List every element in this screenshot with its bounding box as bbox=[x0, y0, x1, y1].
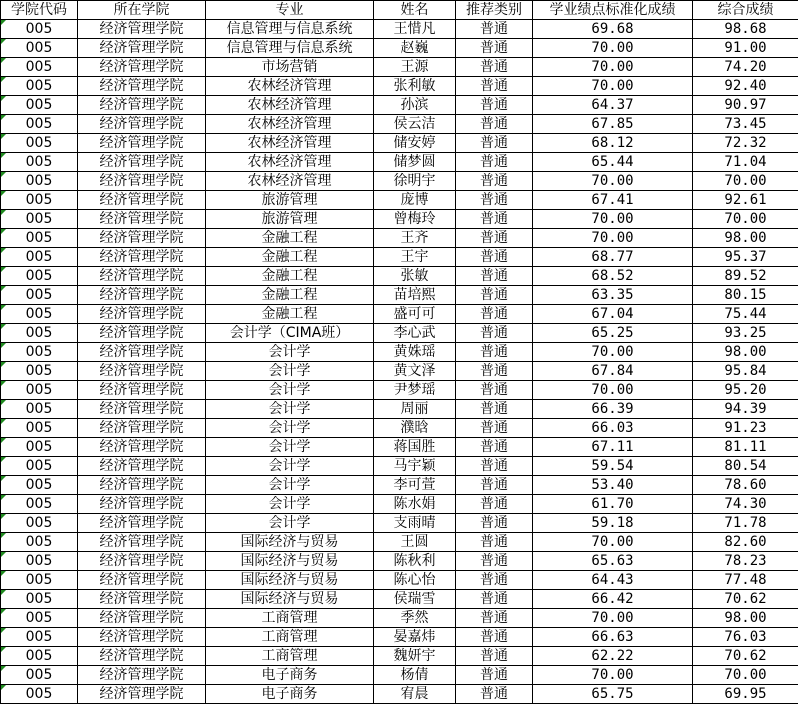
name-cell[interactable]: 庞博 bbox=[374, 191, 456, 210]
table-row bbox=[1, 552, 798, 571]
name-cell[interactable]: 王圆 bbox=[374, 533, 456, 552]
table-row bbox=[1, 343, 798, 362]
total-score-cell[interactable]: 98.00 bbox=[693, 343, 798, 362]
header-cell-category[interactable]: 推荐类别 bbox=[456, 1, 533, 20]
college-code-cell[interactable]: 005 bbox=[1, 685, 78, 704]
major-cell[interactable]: 会计学 bbox=[206, 495, 374, 514]
name-cell[interactable]: 徐明宇 bbox=[374, 172, 456, 191]
gpa-score-cell[interactable]: 65.63 bbox=[533, 552, 693, 571]
college-code-cell[interactable]: 005 bbox=[1, 495, 78, 514]
category-cell[interactable]: 普通 bbox=[456, 419, 533, 438]
gpa-score-cell[interactable]: 67.11 bbox=[533, 438, 693, 457]
name-cell[interactable]: 季然 bbox=[374, 609, 456, 628]
gpa-score-cell[interactable]: 61.70 bbox=[533, 495, 693, 514]
college-cell[interactable]: 经济管理学院 bbox=[78, 39, 206, 58]
college-cell[interactable]: 经济管理学院 bbox=[78, 685, 206, 704]
category-cell[interactable]: 普通 bbox=[456, 381, 533, 400]
gpa-score-cell[interactable]: 70.00 bbox=[533, 58, 693, 77]
college-code-cell[interactable]: 005 bbox=[1, 381, 78, 400]
category-cell[interactable]: 普通 bbox=[456, 115, 533, 134]
total-score-cell[interactable]: 70.00 bbox=[693, 210, 798, 229]
category-cell[interactable]: 普通 bbox=[456, 438, 533, 457]
college-code-cell[interactable]: 005 bbox=[1, 571, 78, 590]
name-cell[interactable]: 蒋国胜 bbox=[374, 438, 456, 457]
table-row bbox=[1, 210, 798, 229]
major-cell[interactable]: 工商管理 bbox=[206, 628, 374, 647]
gpa-score-cell[interactable]: 65.44 bbox=[533, 153, 693, 172]
major-cell[interactable]: 农林经济管理 bbox=[206, 96, 374, 115]
name-cell[interactable]: 苗培熙 bbox=[374, 286, 456, 305]
table-row bbox=[1, 628, 798, 647]
college-cell[interactable]: 经济管理学院 bbox=[78, 590, 206, 609]
college-cell[interactable]: 经济管理学院 bbox=[78, 647, 206, 666]
total-score-cell[interactable]: 74.30 bbox=[693, 495, 798, 514]
major-cell[interactable]: 农林经济管理 bbox=[206, 172, 374, 191]
college-cell[interactable]: 经济管理学院 bbox=[78, 324, 206, 343]
college-code-cell[interactable]: 005 bbox=[1, 134, 78, 153]
gpa-score-cell[interactable]: 59.18 bbox=[533, 514, 693, 533]
name-cell[interactable]: 马宇颖 bbox=[374, 457, 456, 476]
header-cell-total-score[interactable]: 综合成绩 bbox=[693, 1, 798, 20]
college-code-cell[interactable]: 005 bbox=[1, 666, 78, 685]
major-cell[interactable]: 工商管理 bbox=[206, 647, 374, 666]
major-cell[interactable]: 旅游管理 bbox=[206, 210, 374, 229]
major-cell[interactable]: 金融工程 bbox=[206, 267, 374, 286]
total-score-cell[interactable]: 98.00 bbox=[693, 229, 798, 248]
category-cell[interactable]: 普通 bbox=[456, 305, 533, 324]
name-cell[interactable]: 陈秋利 bbox=[374, 552, 456, 571]
college-cell[interactable]: 经济管理学院 bbox=[78, 153, 206, 172]
table-row bbox=[1, 39, 798, 58]
total-score-cell[interactable]: 80.54 bbox=[693, 457, 798, 476]
college-cell[interactable]: 经济管理学院 bbox=[78, 77, 206, 96]
college-cell[interactable]: 经济管理学院 bbox=[78, 115, 206, 134]
table-row bbox=[1, 419, 798, 438]
header-cell-name[interactable]: 姓名 bbox=[374, 1, 456, 20]
major-cell[interactable]: 旅游管理 bbox=[206, 191, 374, 210]
major-cell[interactable]: 会计学 bbox=[206, 362, 374, 381]
total-score-cell[interactable]: 70.62 bbox=[693, 647, 798, 666]
major-cell[interactable]: 金融工程 bbox=[206, 305, 374, 324]
major-cell[interactable]: 信息管理与信息系统 bbox=[206, 39, 374, 58]
name-cell[interactable]: 杨倩 bbox=[374, 666, 456, 685]
table-row bbox=[1, 172, 798, 191]
header-row bbox=[1, 1, 798, 20]
college-cell[interactable]: 经济管理学院 bbox=[78, 552, 206, 571]
header-cell-college[interactable]: 所在学院 bbox=[78, 1, 206, 20]
gpa-score-cell[interactable]: 70.00 bbox=[533, 210, 693, 229]
college-code-cell[interactable]: 005 bbox=[1, 77, 78, 96]
table-row bbox=[1, 96, 798, 115]
name-cell[interactable]: 晏嘉炜 bbox=[374, 628, 456, 647]
total-score-cell[interactable]: 91.00 bbox=[693, 39, 798, 58]
college-code-cell[interactable]: 005 bbox=[1, 609, 78, 628]
college-cell[interactable]: 经济管理学院 bbox=[78, 96, 206, 115]
college-code-cell[interactable]: 005 bbox=[1, 419, 78, 438]
category-cell[interactable]: 普通 bbox=[456, 495, 533, 514]
college-cell[interactable]: 经济管理学院 bbox=[78, 533, 206, 552]
gpa-score-cell[interactable]: 70.00 bbox=[533, 343, 693, 362]
college-cell[interactable]: 经济管理学院 bbox=[78, 609, 206, 628]
gpa-score-cell[interactable]: 70.00 bbox=[533, 39, 693, 58]
table-row bbox=[1, 191, 798, 210]
college-code-cell[interactable]: 005 bbox=[1, 476, 78, 495]
college-code-cell[interactable]: 005 bbox=[1, 58, 78, 77]
table-row bbox=[1, 438, 798, 457]
college-cell[interactable]: 经济管理学院 bbox=[78, 362, 206, 381]
college-cell[interactable]: 经济管理学院 bbox=[78, 134, 206, 153]
major-cell[interactable]: 国际经济与贸易 bbox=[206, 533, 374, 552]
major-cell[interactable]: 工商管理 bbox=[206, 609, 374, 628]
total-score-cell[interactable]: 70.00 bbox=[693, 172, 798, 191]
college-code-cell[interactable]: 005 bbox=[1, 438, 78, 457]
name-cell[interactable]: 尹梦瑶 bbox=[374, 381, 456, 400]
college-cell[interactable]: 经济管理学院 bbox=[78, 666, 206, 685]
gpa-score-cell[interactable]: 64.43 bbox=[533, 571, 693, 590]
major-cell[interactable]: 电子商务 bbox=[206, 685, 374, 704]
table-row bbox=[1, 58, 798, 77]
college-code-cell[interactable]: 005 bbox=[1, 286, 78, 305]
college-code-cell[interactable]: 005 bbox=[1, 267, 78, 286]
major-cell[interactable]: 会计学 bbox=[206, 381, 374, 400]
college-code-cell[interactable]: 005 bbox=[1, 153, 78, 172]
major-cell[interactable]: 会计学 bbox=[206, 419, 374, 438]
table-row bbox=[1, 248, 798, 267]
college-cell[interactable]: 经济管理学院 bbox=[78, 438, 206, 457]
gpa-score-cell[interactable]: 66.42 bbox=[533, 590, 693, 609]
name-cell[interactable]: 侯云洁 bbox=[374, 115, 456, 134]
college-cell[interactable]: 经济管理学院 bbox=[78, 172, 206, 191]
name-cell[interactable]: 魏妍宇 bbox=[374, 647, 456, 666]
category-cell[interactable]: 普通 bbox=[456, 609, 533, 628]
total-score-cell[interactable]: 70.62 bbox=[693, 590, 798, 609]
table-row bbox=[1, 476, 798, 495]
category-cell[interactable]: 普通 bbox=[456, 134, 533, 153]
table-row bbox=[1, 305, 798, 324]
major-cell[interactable]: 会计学 bbox=[206, 438, 374, 457]
total-score-cell[interactable]: 69.95 bbox=[693, 685, 798, 704]
name-cell[interactable]: 支雨晴 bbox=[374, 514, 456, 533]
college-code-cell[interactable]: 005 bbox=[1, 115, 78, 134]
name-cell[interactable]: 陈水娟 bbox=[374, 495, 456, 514]
college-cell[interactable]: 经济管理学院 bbox=[78, 495, 206, 514]
name-cell[interactable]: 侯瑞雪 bbox=[374, 590, 456, 609]
major-cell[interactable]: 农林经济管理 bbox=[206, 77, 374, 96]
major-cell[interactable]: 国际经济与贸易 bbox=[206, 571, 374, 590]
total-score-cell[interactable]: 75.44 bbox=[693, 305, 798, 324]
major-cell[interactable]: 金融工程 bbox=[206, 286, 374, 305]
category-cell[interactable]: 普通 bbox=[456, 552, 533, 571]
header-cell-college-code[interactable]: 学院代码 bbox=[1, 1, 78, 20]
name-cell[interactable]: 黄姝瑶 bbox=[374, 343, 456, 362]
gpa-score-cell[interactable]: 66.63 bbox=[533, 628, 693, 647]
college-code-cell[interactable]: 005 bbox=[1, 514, 78, 533]
college-code-cell[interactable]: 005 bbox=[1, 248, 78, 267]
table-row bbox=[1, 115, 798, 134]
total-score-cell[interactable]: 92.40 bbox=[693, 77, 798, 96]
category-cell[interactable]: 普通 bbox=[456, 590, 533, 609]
major-cell[interactable]: 国际经济与贸易 bbox=[206, 590, 374, 609]
name-cell[interactable]: 宥晨 bbox=[374, 685, 456, 704]
college-code-cell[interactable]: 005 bbox=[1, 229, 78, 248]
major-cell[interactable]: 农林经济管理 bbox=[206, 153, 374, 172]
college-code-cell[interactable]: 005 bbox=[1, 39, 78, 58]
category-cell[interactable]: 普通 bbox=[456, 172, 533, 191]
college-code-cell[interactable]: 005 bbox=[1, 96, 78, 115]
name-cell[interactable]: 王宇 bbox=[374, 248, 456, 267]
table-row bbox=[1, 229, 798, 248]
name-cell[interactable]: 李可萱 bbox=[374, 476, 456, 495]
table-row bbox=[1, 381, 798, 400]
college-cell[interactable]: 经济管理学院 bbox=[78, 286, 206, 305]
name-cell[interactable]: 储梦圆 bbox=[374, 153, 456, 172]
table-row bbox=[1, 134, 798, 153]
gpa-score-cell[interactable]: 59.54 bbox=[533, 457, 693, 476]
category-cell[interactable]: 普通 bbox=[456, 324, 533, 343]
college-code-cell[interactable]: 005 bbox=[1, 457, 78, 476]
table-row bbox=[1, 153, 798, 172]
college-code-cell[interactable]: 005 bbox=[1, 305, 78, 324]
category-cell[interactable]: 普通 bbox=[456, 400, 533, 419]
table-row bbox=[1, 590, 798, 609]
gpa-score-cell[interactable]: 53.40 bbox=[533, 476, 693, 495]
major-cell[interactable]: 农林经济管理 bbox=[206, 115, 374, 134]
major-cell[interactable]: 会计学 bbox=[206, 343, 374, 362]
category-cell[interactable]: 普通 bbox=[456, 58, 533, 77]
category-cell[interactable]: 普通 bbox=[456, 153, 533, 172]
college-code-cell[interactable]: 005 bbox=[1, 172, 78, 191]
gpa-score-cell[interactable]: 70.00 bbox=[533, 666, 693, 685]
category-cell[interactable]: 普通 bbox=[456, 647, 533, 666]
college-cell[interactable]: 经济管理学院 bbox=[78, 191, 206, 210]
category-cell[interactable]: 普通 bbox=[456, 20, 533, 39]
gpa-score-cell[interactable]: 70.00 bbox=[533, 533, 693, 552]
college-cell[interactable]: 经济管理学院 bbox=[78, 229, 206, 248]
college-cell[interactable]: 经济管理学院 bbox=[78, 400, 206, 419]
name-cell[interactable]: 盛可可 bbox=[374, 305, 456, 324]
total-score-cell[interactable]: 95.84 bbox=[693, 362, 798, 381]
category-cell[interactable]: 普通 bbox=[456, 362, 533, 381]
total-score-cell[interactable]: 70.00 bbox=[693, 666, 798, 685]
total-score-cell[interactable]: 78.23 bbox=[693, 552, 798, 571]
total-score-cell[interactable]: 95.37 bbox=[693, 248, 798, 267]
gpa-score-cell[interactable]: 66.39 bbox=[533, 400, 693, 419]
category-cell[interactable]: 普通 bbox=[456, 229, 533, 248]
total-score-cell[interactable]: 73.45 bbox=[693, 115, 798, 134]
total-score-cell[interactable]: 98.68 bbox=[693, 20, 798, 39]
table-row bbox=[1, 457, 798, 476]
gpa-score-cell[interactable]: 68.12 bbox=[533, 134, 693, 153]
name-cell[interactable]: 张敏 bbox=[374, 267, 456, 286]
name-cell[interactable]: 张利敏 bbox=[374, 77, 456, 96]
college-cell[interactable]: 经济管理学院 bbox=[78, 628, 206, 647]
header-cell-major[interactable]: 专业 bbox=[206, 1, 374, 20]
major-cell[interactable]: 会计学 bbox=[206, 514, 374, 533]
major-cell[interactable]: 信息管理与信息系统 bbox=[206, 20, 374, 39]
category-cell[interactable]: 普通 bbox=[456, 476, 533, 495]
category-cell[interactable]: 普通 bbox=[456, 571, 533, 590]
total-score-cell[interactable]: 71.04 bbox=[693, 153, 798, 172]
college-cell[interactable]: 经济管理学院 bbox=[78, 571, 206, 590]
table-row bbox=[1, 286, 798, 305]
gpa-score-cell[interactable]: 65.25 bbox=[533, 324, 693, 343]
header-cell-gpa-score[interactable]: 学业绩点标准化成绩 bbox=[533, 1, 693, 20]
major-cell[interactable]: 金融工程 bbox=[206, 229, 374, 248]
category-cell[interactable]: 普通 bbox=[456, 96, 533, 115]
gpa-score-cell[interactable]: 67.41 bbox=[533, 191, 693, 210]
college-code-cell[interactable]: 005 bbox=[1, 191, 78, 210]
total-score-cell[interactable]: 82.60 bbox=[693, 533, 798, 552]
major-cell[interactable]: 会计学 bbox=[206, 476, 374, 495]
category-cell[interactable]: 普通 bbox=[456, 210, 533, 229]
college-cell[interactable]: 经济管理学院 bbox=[78, 514, 206, 533]
gpa-score-cell[interactable]: 70.00 bbox=[533, 609, 693, 628]
gpa-score-cell[interactable]: 62.22 bbox=[533, 647, 693, 666]
name-cell[interactable]: 赵巍 bbox=[374, 39, 456, 58]
college-code-cell[interactable]: 005 bbox=[1, 210, 78, 229]
name-cell[interactable]: 李心武 bbox=[374, 324, 456, 343]
college-code-cell[interactable]: 005 bbox=[1, 400, 78, 419]
name-cell[interactable]: 王源 bbox=[374, 58, 456, 77]
college-cell[interactable]: 经济管理学院 bbox=[78, 343, 206, 362]
name-cell[interactable]: 王齐 bbox=[374, 229, 456, 248]
gpa-score-cell[interactable]: 68.52 bbox=[533, 267, 693, 286]
table-row bbox=[1, 77, 798, 96]
total-score-cell[interactable]: 95.20 bbox=[693, 381, 798, 400]
table-row bbox=[1, 400, 798, 419]
major-cell[interactable]: 会计学（CIMA班） bbox=[206, 324, 374, 343]
college-code-cell[interactable]: 005 bbox=[1, 533, 78, 552]
total-score-cell[interactable]: 74.20 bbox=[693, 58, 798, 77]
total-score-cell[interactable]: 76.03 bbox=[693, 628, 798, 647]
category-cell[interactable]: 普通 bbox=[456, 77, 533, 96]
total-score-cell[interactable]: 72.32 bbox=[693, 134, 798, 153]
total-score-cell[interactable]: 78.60 bbox=[693, 476, 798, 495]
name-cell[interactable]: 孙滨 bbox=[374, 96, 456, 115]
college-cell[interactable]: 经济管理学院 bbox=[78, 419, 206, 438]
college-cell[interactable]: 经济管理学院 bbox=[78, 476, 206, 495]
major-cell[interactable]: 金融工程 bbox=[206, 248, 374, 267]
gpa-score-cell[interactable]: 67.85 bbox=[533, 115, 693, 134]
college-code-cell[interactable]: 005 bbox=[1, 362, 78, 381]
total-score-cell[interactable]: 77.48 bbox=[693, 571, 798, 590]
category-cell[interactable]: 普通 bbox=[456, 457, 533, 476]
table-row bbox=[1, 20, 798, 39]
table-row bbox=[1, 571, 798, 590]
major-cell[interactable]: 市场营销 bbox=[206, 58, 374, 77]
name-cell[interactable]: 储安婷 bbox=[374, 134, 456, 153]
major-cell[interactable]: 会计学 bbox=[206, 457, 374, 476]
table-row bbox=[1, 267, 798, 286]
category-cell[interactable]: 普通 bbox=[456, 286, 533, 305]
table-body bbox=[1, 20, 798, 704]
college-code-cell[interactable]: 005 bbox=[1, 324, 78, 343]
total-score-cell[interactable]: 91.23 bbox=[693, 419, 798, 438]
category-cell[interactable]: 普通 bbox=[456, 267, 533, 286]
table-row bbox=[1, 647, 798, 666]
gpa-score-cell[interactable]: 63.35 bbox=[533, 286, 693, 305]
gpa-score-cell[interactable]: 65.75 bbox=[533, 685, 693, 704]
table-row bbox=[1, 666, 798, 685]
gpa-score-cell[interactable]: 69.68 bbox=[533, 20, 693, 39]
name-cell[interactable]: 周丽 bbox=[374, 400, 456, 419]
category-cell[interactable]: 普通 bbox=[456, 514, 533, 533]
college-code-cell[interactable]: 005 bbox=[1, 20, 78, 39]
table-row bbox=[1, 324, 798, 343]
gpa-score-cell[interactable]: 67.04 bbox=[533, 305, 693, 324]
name-cell[interactable]: 陈心怡 bbox=[374, 571, 456, 590]
name-cell[interactable]: 曾梅玲 bbox=[374, 210, 456, 229]
college-cell[interactable]: 经济管理学院 bbox=[78, 248, 206, 267]
table-row bbox=[1, 609, 798, 628]
college-cell[interactable]: 经济管理学院 bbox=[78, 305, 206, 324]
category-cell[interactable]: 普通 bbox=[456, 628, 533, 647]
category-cell[interactable]: 普通 bbox=[456, 248, 533, 267]
total-score-cell[interactable]: 93.25 bbox=[693, 324, 798, 343]
major-cell[interactable]: 电子商务 bbox=[206, 666, 374, 685]
category-cell[interactable]: 普通 bbox=[456, 343, 533, 362]
college-code-cell[interactable]: 005 bbox=[1, 552, 78, 571]
gpa-score-cell[interactable]: 70.00 bbox=[533, 381, 693, 400]
gpa-score-cell[interactable]: 70.00 bbox=[533, 229, 693, 248]
major-cell[interactable]: 会计学 bbox=[206, 400, 374, 419]
name-cell[interactable]: 王惜凡 bbox=[374, 20, 456, 39]
table-row bbox=[1, 533, 798, 552]
major-cell[interactable]: 国际经济与贸易 bbox=[206, 552, 374, 571]
total-score-cell[interactable]: 90.97 bbox=[693, 96, 798, 115]
college-cell[interactable]: 经济管理学院 bbox=[78, 457, 206, 476]
table-row bbox=[1, 362, 798, 381]
table-row bbox=[1, 495, 798, 514]
name-cell[interactable]: 黄文泽 bbox=[374, 362, 456, 381]
gpa-score-cell[interactable]: 68.77 bbox=[533, 248, 693, 267]
category-cell[interactable]: 普通 bbox=[456, 39, 533, 58]
college-cell[interactable]: 经济管理学院 bbox=[78, 58, 206, 77]
total-score-cell[interactable]: 89.52 bbox=[693, 267, 798, 286]
total-score-cell[interactable]: 80.15 bbox=[693, 286, 798, 305]
category-cell[interactable]: 普通 bbox=[456, 666, 533, 685]
college-cell[interactable]: 经济管理学院 bbox=[78, 381, 206, 400]
name-cell[interactable]: 濮晗 bbox=[374, 419, 456, 438]
college-cell[interactable]: 经济管理学院 bbox=[78, 267, 206, 286]
gpa-score-cell[interactable]: 66.03 bbox=[533, 419, 693, 438]
college-code-cell[interactable]: 005 bbox=[1, 628, 78, 647]
gpa-score-cell[interactable]: 70.00 bbox=[533, 172, 693, 191]
gpa-score-cell[interactable]: 67.84 bbox=[533, 362, 693, 381]
total-score-cell[interactable]: 81.11 bbox=[693, 438, 798, 457]
college-cell[interactable]: 经济管理学院 bbox=[78, 20, 206, 39]
total-score-cell[interactable]: 71.78 bbox=[693, 514, 798, 533]
gpa-score-cell[interactable]: 64.37 bbox=[533, 96, 693, 115]
total-score-cell[interactable]: 92.61 bbox=[693, 191, 798, 210]
college-cell[interactable]: 经济管理学院 bbox=[78, 210, 206, 229]
college-code-cell[interactable]: 005 bbox=[1, 343, 78, 362]
total-score-cell[interactable]: 94.39 bbox=[693, 400, 798, 419]
total-score-cell[interactable]: 98.00 bbox=[693, 609, 798, 628]
category-cell[interactable]: 普通 bbox=[456, 685, 533, 704]
table-row bbox=[1, 514, 798, 533]
major-cell[interactable]: 农林经济管理 bbox=[206, 134, 374, 153]
category-cell[interactable]: 普通 bbox=[456, 533, 533, 552]
college-code-cell[interactable]: 005 bbox=[1, 590, 78, 609]
gpa-score-cell[interactable]: 70.00 bbox=[533, 77, 693, 96]
table-row bbox=[1, 685, 798, 704]
college-code-cell[interactable]: 005 bbox=[1, 647, 78, 666]
category-cell[interactable]: 普通 bbox=[456, 191, 533, 210]
